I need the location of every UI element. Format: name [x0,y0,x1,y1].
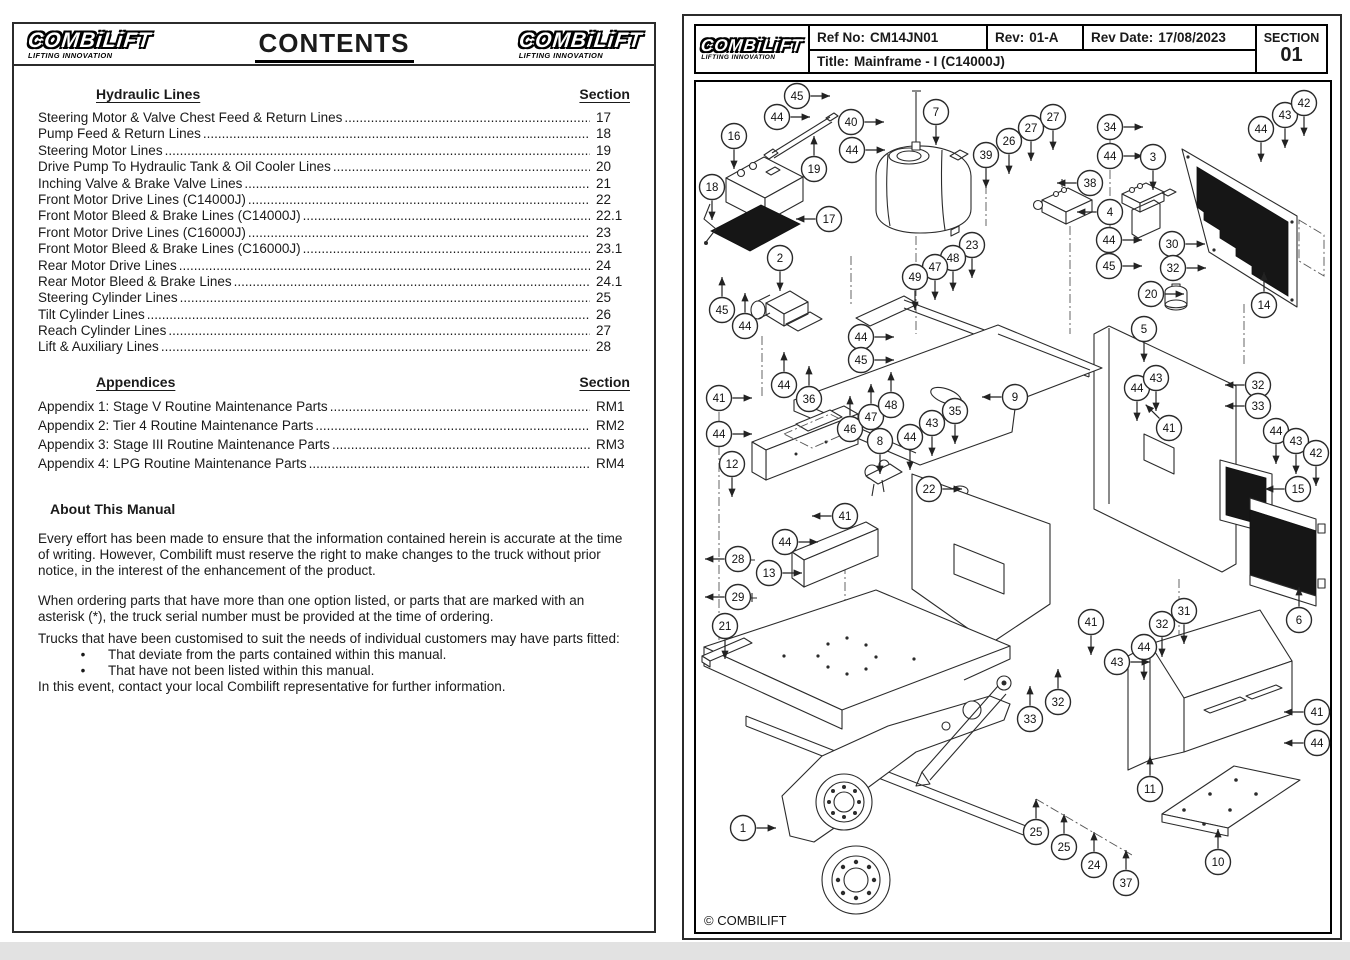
toc-row [38,307,630,323]
callout-number: 19 [807,164,821,176]
title-block [694,24,1328,74]
callout-number: 23 [965,240,979,252]
callout-number: 45 [790,91,804,103]
callout-number: 43 [1149,373,1163,385]
dot-leader [309,456,590,471]
toc-entry-section: RM4 [596,455,625,471]
section-number: 01 [1280,44,1303,67]
drawing-title-value: Mainframe - I (C14000J) [854,54,1005,69]
callout-number: 43 [925,418,939,430]
toc-entry-section: 24 [596,257,612,273]
callout-number: 32 [1051,697,1065,709]
callout-number: 41 [1162,423,1176,435]
callout-number: 7 [932,107,940,119]
drawing-title-cell [810,49,1255,72]
callout-number: 38 [1083,178,1097,190]
callout-18 [700,175,725,221]
toc-entry-section: RM1 [596,398,625,414]
contents-page [12,22,656,933]
callout-number: 40 [844,117,858,129]
callout-45 [1097,254,1143,279]
toc-entry-section: 26 [596,306,612,322]
callout-12 [720,452,745,498]
callout-44 [849,325,895,350]
toc-entry-section: 23 [596,224,612,240]
callout-45 [710,277,735,323]
rev-value: 01-A [1029,30,1059,45]
section-cell [1255,26,1326,72]
dot-leader [203,126,590,141]
toc-row [38,225,630,241]
toc-entry-label: Inching Valve & Brake Valve Lines [38,175,243,191]
toc-entry-section: 20 [596,159,612,175]
callout-44 [765,105,811,130]
brand-wordmark: COMBiLiFT [26,29,153,52]
callout-number: 1 [739,823,747,835]
dot-leader [303,241,590,256]
callout-41 [812,504,858,529]
mainframe-exploded-svg [696,82,1334,936]
toc-entry-label: Steering Motor & Valve Chest Feed & Return Lines [38,110,343,125]
combilift-logo [696,26,810,72]
toc-entry-section: 22 [596,191,612,207]
callout-28 [705,547,751,572]
callout-44 [1097,228,1143,253]
toc-row [38,126,630,142]
callout-number: 34 [1103,122,1117,134]
page-title: CONTENTS [255,28,414,63]
step-weldment [1128,610,1292,770]
dot-leader [180,290,590,305]
callout-number: 44 [1254,124,1268,136]
callout-number: 42 [1309,448,1323,460]
copyright-note: © COMBILIFT [704,913,787,928]
appendices-heading: Appendices [96,373,176,390]
toc-entry-section: 27 [596,323,612,339]
about-bullet [38,663,630,679]
shelf-bracket-lower [792,522,878,587]
toc-entry-section: 18 [596,126,612,142]
page-edge-strip [0,942,1350,960]
toc-entry-label: Lift & Auxiliary Lines [38,339,159,355]
toc-entry-label: Front Motor Bleed & Brake Lines (C14000J) [38,208,301,224]
ref-no-label: Ref No: [817,30,865,45]
ref-no-value: CM14JN01 [870,30,939,45]
dot-leader [303,208,590,223]
toc-entry-section: 23.1 [596,241,623,257]
callout-number: 6 [1295,615,1303,627]
dot-leader [330,399,590,414]
callout-number: 44 [738,321,752,333]
toc-entry-label: Appendix 3: Stage III Routine Maintenance Parts [38,436,330,452]
brand-wordmark: COMBiLiFT [700,35,804,55]
toc-row [38,143,630,159]
callout-number: 26 [1002,136,1016,148]
callout-number: 13 [762,568,776,580]
dot-leader [315,418,590,433]
dot-leader [161,339,590,354]
callout-number: 47 [928,262,942,274]
callout-number: 49 [908,272,922,284]
rev-cell [986,26,1082,49]
combilift-logo [519,30,642,60]
toc-list [38,110,630,356]
toc-entry-label: Tilt Cylinder Lines [38,306,145,322]
bullet-text: That have not been listed within this manual. [108,662,375,678]
bullet-icon: • [80,662,86,678]
callout-number: 48 [884,400,898,412]
callout-41 [707,386,753,411]
callout-number: 45 [715,305,729,317]
callout-44 [1249,117,1274,163]
callout-number: 46 [843,424,857,436]
toc-row [38,208,630,224]
toc-row [38,418,630,437]
about-paragraph-3: Trucks that have been customised to suit the needs of individual customers may have parts fitted: [38,630,620,646]
callout-number: 15 [1291,484,1305,496]
callout-27 [1019,116,1044,162]
solenoid-valve [1122,183,1176,238]
contents-header [14,24,654,66]
radiator-grille-panel [1182,149,1324,307]
dot-leader [165,143,590,158]
callout-number: 17 [822,214,836,226]
callout-number: 45 [1102,261,1116,273]
toc-entry-label: Rear Motor Drive Lines [38,257,177,273]
toc-heading-row [38,86,630,102]
bottom-plate [1162,766,1300,836]
toc-entry-label: Drive Pump To Hydraulic Tank & Oil Cooler Lines [38,159,331,175]
callout-44 [1284,731,1330,756]
callout-number: 14 [1257,300,1271,312]
toc-row [38,192,630,208]
callout-36 [797,366,822,412]
brand-tagline: LIFTING INNOVATION [28,51,113,60]
rev-label: Rev: [995,30,1025,45]
callout-42 [1304,441,1329,487]
callout-44 [840,138,886,163]
toc-entry-section: 22.1 [596,208,623,224]
about-bullet-list [38,647,630,679]
about-paragraph-2: When ordering parts that have more than one option listed, or parts that are marked with an asterisk (*), the truck serial number must be provided at the time of ordering. [38,592,585,624]
toc-entry-label: Appendix 2: Tier 4 Routine Maintenance Parts [38,417,314,433]
toc-entry-label: Steering Motor Lines [38,142,163,158]
callout-32 [1046,669,1071,715]
appendices-heading-row [38,374,630,390]
oil-cooler [1250,498,1325,606]
callout-34 [1098,115,1144,140]
callout-19 [802,136,827,182]
callout-number: 44 [778,537,792,549]
rev-date-value: 17/08/2023 [1158,30,1226,45]
callout-number: 32 [1166,263,1180,275]
dot-leader [333,159,590,174]
toc-row [38,241,630,257]
callout-number: 47 [864,412,878,424]
callout-number: 4 [1106,207,1114,219]
callout-number: 41 [712,393,726,405]
dot-leader [234,274,590,289]
callout-number: 44 [712,429,726,441]
callout-39 [974,143,999,189]
callout-number: 33 [1251,401,1265,413]
callout-27 [1041,105,1066,151]
callout-number: 27 [1046,112,1060,124]
dot-leader [344,110,590,125]
callout-30 [1160,232,1206,257]
callout-number: 29 [731,592,745,604]
appendices-list [38,399,630,475]
toc-row [38,159,630,175]
bullet-text: That deviate from the parts contained within this manual. [108,646,447,662]
callout-number: 25 [1057,842,1071,854]
callout-number: 18 [705,182,719,194]
callout-number: 45 [854,355,868,367]
parts-diagram-page [682,14,1342,940]
callout-number: 44 [1310,738,1324,750]
toc-entry-section: 21 [596,175,612,191]
callout-number: 43 [1289,436,1303,448]
toc-entry-label: Appendix 4: LPG Routine Maintenance Parts [38,455,307,471]
toc-section-label: Section [579,86,630,102]
callout-number: 25 [1029,827,1043,839]
toc-entry-section: RM2 [596,417,625,433]
toc-entry-label: Front Motor Drive Lines (C16000J) [38,224,246,240]
callout-number: 31 [1177,606,1191,618]
dot-leader [332,437,590,452]
toc-entry-section: RM3 [596,436,625,452]
callout-41 [1079,610,1104,656]
callout-3 [1141,145,1166,191]
callout-45 [785,84,831,109]
callout-number: 24 [1087,860,1101,872]
callout-number: 32 [1155,619,1169,631]
callout-number: 44 [770,112,784,124]
callout-44 [1098,144,1144,169]
battery-mat [711,205,800,251]
toc-entry-section: 25 [596,290,612,306]
callout-44 [772,352,797,398]
callout-number: 32 [1251,380,1265,392]
toc-row [38,323,630,339]
toc-entry-section: 24.1 [596,273,623,289]
contents-body [14,66,654,695]
callout-number: 43 [1110,657,1124,669]
about-bullet [38,647,630,663]
rev-date-label: Rev Date: [1091,30,1154,45]
callout-number: 44 [854,332,868,344]
callout-number: 44 [845,145,859,157]
callout-number: 12 [725,459,739,471]
callout-1 [731,816,777,841]
toc-row [38,339,630,355]
toc-entry-label: Steering Cylinder Lines [38,290,178,306]
dot-leader [168,323,590,338]
toc-entry-section: 17 [596,110,612,125]
callout-24 [1082,832,1107,878]
callout-40 [839,110,885,135]
ref-no-cell [810,26,986,49]
about-heading: About This Manual [50,500,176,517]
callout-26 [997,129,1022,175]
exploded-view-diagram [694,80,1332,934]
callout-number: 41 [838,511,852,523]
dot-leader [147,307,590,322]
toc-entry-label: Appendix 1: Stage V Routine Maintenance Parts [38,398,328,414]
bullet-icon: • [80,646,86,662]
callout-number: 9 [1011,392,1019,404]
toc-entry-label: Pump Feed & Return Lines [38,126,201,142]
callout-number: 44 [1137,642,1151,654]
callout-32 [1161,256,1207,281]
toc-heading: Hydraulic Lines [96,86,201,102]
callout-number: 37 [1119,878,1133,890]
toc-row [38,456,630,475]
appendices-section-label: Section [579,373,630,390]
drawing-title-label: Title: [817,54,850,69]
toc-entry-section: 19 [596,142,612,158]
callout-44 [707,422,753,447]
toc-entry-label: Front Motor Drive Lines (C14000J) [38,191,246,207]
callout-number: 39 [979,150,993,162]
toc-row [38,110,630,126]
callout-number: 44 [1130,383,1144,395]
ground-wire [704,204,716,245]
rubber-buffer [1165,284,1187,310]
callout-number: 44 [903,432,917,444]
callout-number: 22 [922,484,936,496]
dot-leader [244,176,590,191]
callout-number: 33 [1023,714,1037,726]
toc-row [38,258,630,274]
section-label: SECTION [1263,30,1320,45]
callout-7 [924,100,949,146]
callout-number: 21 [718,621,732,633]
brand-wordmark: COMBiLiFT [517,29,644,52]
toc-row [38,290,630,306]
toc-entry-section: 28 [596,339,612,355]
toc-row [38,437,630,456]
callout-number: 30 [1165,239,1179,251]
callout-number: 8 [876,436,884,448]
gear-pump [751,291,822,331]
callout-number: 27 [1024,123,1038,135]
about-paragraph-1: Every effort has been made to ensure that the information contained herein is accurate at the time of writing. However, Combilift must reserve the right to make changes to the truck without prior notice, in the interest of the enhancement of the product. [38,530,623,578]
callout-number: 20 [1144,289,1158,301]
toc-row [38,176,630,192]
callout-25 [1024,799,1049,845]
callout-29 [705,585,751,610]
callout-number: 5 [1140,324,1148,336]
callout-37 [1114,850,1139,896]
callout-17 [796,207,842,232]
toc-entry-label: Reach Cylinder Lines [38,323,167,339]
callout-number: 2 [776,253,784,265]
callout-number: 44 [1269,426,1283,438]
dot-leader [248,225,590,240]
callout-number: 44 [777,380,791,392]
toc-row [38,274,630,290]
callout-number: 41 [1084,617,1098,629]
toc-entry-label: Front Motor Bleed & Brake Lines (C16000J) [38,241,301,257]
brand-tagline: LIFTING INNOVATION [518,51,604,60]
callout-33 [1018,686,1043,732]
callout-number: 28 [731,554,745,566]
callout-number: 36 [802,394,816,406]
toc-entry-label: Rear Motor Bleed & Brake Lines [38,273,232,289]
callout-number: 3 [1149,152,1157,164]
about-closing: In this event, contact your local Combilift representative for further information. [38,678,506,694]
callout-number: 35 [948,406,962,418]
callout-number: 41 [1310,707,1324,719]
callout-number: 48 [946,253,960,265]
callout-number: 44 [1103,151,1117,163]
dot-leader [179,258,590,273]
rev-date-cell [1082,26,1255,49]
callout-number: 44 [1102,235,1116,247]
brand-tagline: LIFTING INNOVATION [701,53,776,61]
toc-row [38,399,630,418]
callout-number: 43 [1278,110,1292,122]
callout-number: 10 [1211,857,1225,869]
callout-2 [768,246,793,292]
dot-leader [248,192,590,207]
callout-16 [722,124,747,170]
callout-number: 11 [1144,784,1156,796]
callout-number: 16 [727,131,741,143]
callout-number: 42 [1297,98,1311,110]
brake-pump [865,460,902,496]
